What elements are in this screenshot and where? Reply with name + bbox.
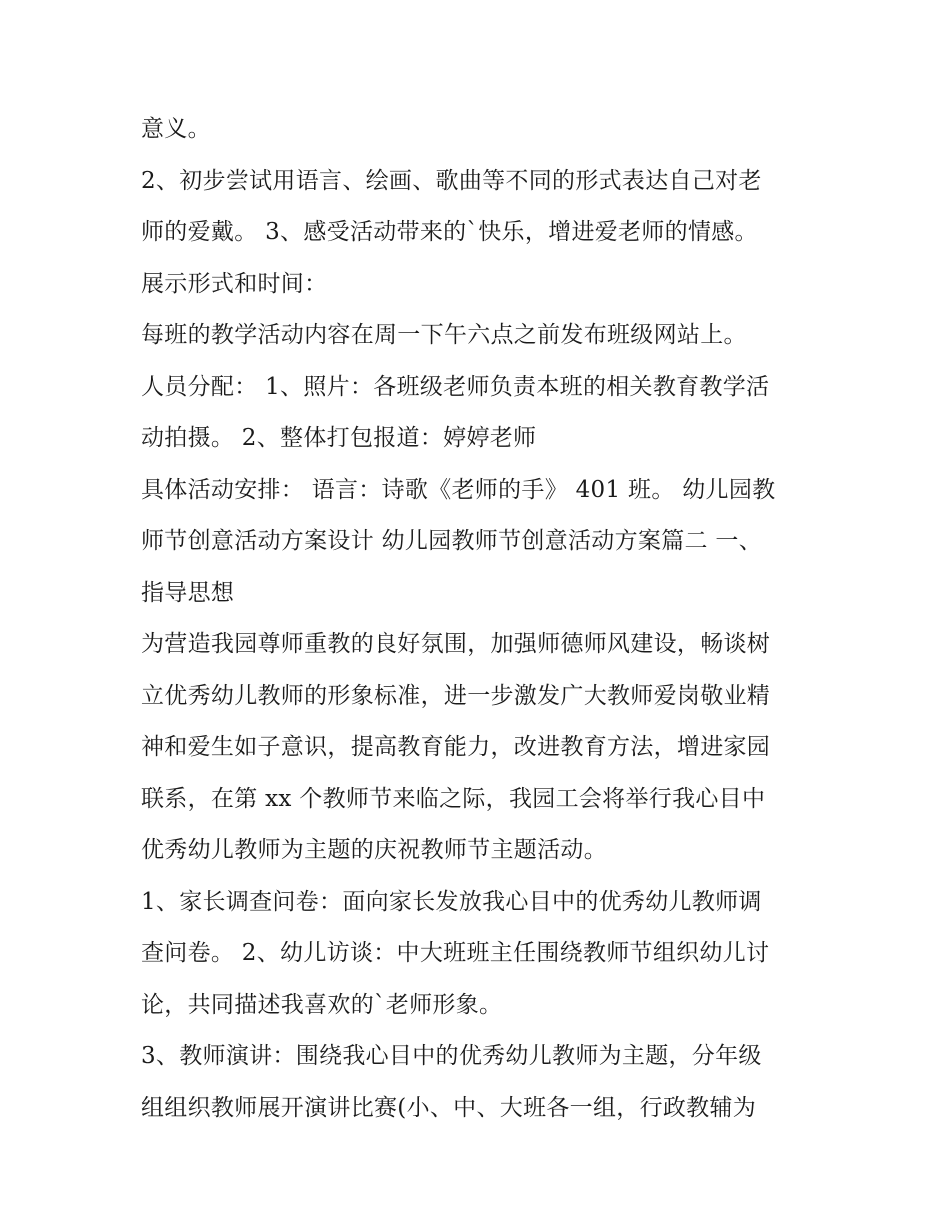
text-line: 立优秀幼儿教师的形象标准，进一步激发广大教师爱岗敬业精 (141, 682, 771, 709)
text-line: 为营造我园尊师重教的良好氛围，加强师德师风建设，畅谈树 (141, 631, 771, 657)
text-line: 优秀幼儿教师为主题的庆祝教师节主题活动。 (141, 837, 607, 863)
text-line: 动拍摄。 2、整体打包报道：婷婷老师 (141, 425, 537, 451)
text-line: 1、家长调查问卷：面向家长发放我心目中的优秀幼儿教师调 (141, 888, 762, 915)
text-line: 组组织教师展开演讲比赛(小、中、大班各一组，行政教辅为 (141, 1094, 757, 1121)
text-line: 师的爱戴。 3、感受活动带来的`快乐，增进爱老师的情感。 (141, 219, 758, 245)
text-line: 具体活动安排： 语言：诗歌《老师的手》 401 班。 幼儿园教 (141, 476, 776, 503)
text-line: 3、教师演讲：围绕我心目中的优秀幼儿教师为主题，分年级 (141, 1043, 762, 1069)
text-line: 意义。 (141, 116, 211, 142)
text-line: 师节创意活动方案设计 幼儿园教师节创意活动方案篇二 一、 (141, 528, 763, 554)
text-line: 2、初步尝试用语言、绘画、歌曲等不同的形式表达自己对老 (141, 167, 762, 194)
document-body (141, 104, 811, 1134)
text-line: 联系，在第 xx 个教师节来临之际，我园工会将举行我心目中 (141, 785, 766, 812)
text-line: 人员分配： 1、照片：各班级老师负责本班的相关教育教学活 (141, 373, 770, 400)
text-line: 指导思想 (141, 579, 235, 606)
text-line: 论，共同描述我喜欢的`老师形象。 (141, 991, 503, 1018)
text-line: 展示形式和时间： (141, 270, 328, 297)
text-line: 神和爱生如子意识，提高教育能力，改进教育方法，增进家园 (141, 734, 771, 760)
text-line: 每班的教学活动内容在周一下午六点之前发布班级网站上。 (141, 322, 747, 348)
text-line: 查问卷。 2、幼儿访谈：中大班班主任围绕教师节组织幼儿讨 (141, 940, 770, 966)
